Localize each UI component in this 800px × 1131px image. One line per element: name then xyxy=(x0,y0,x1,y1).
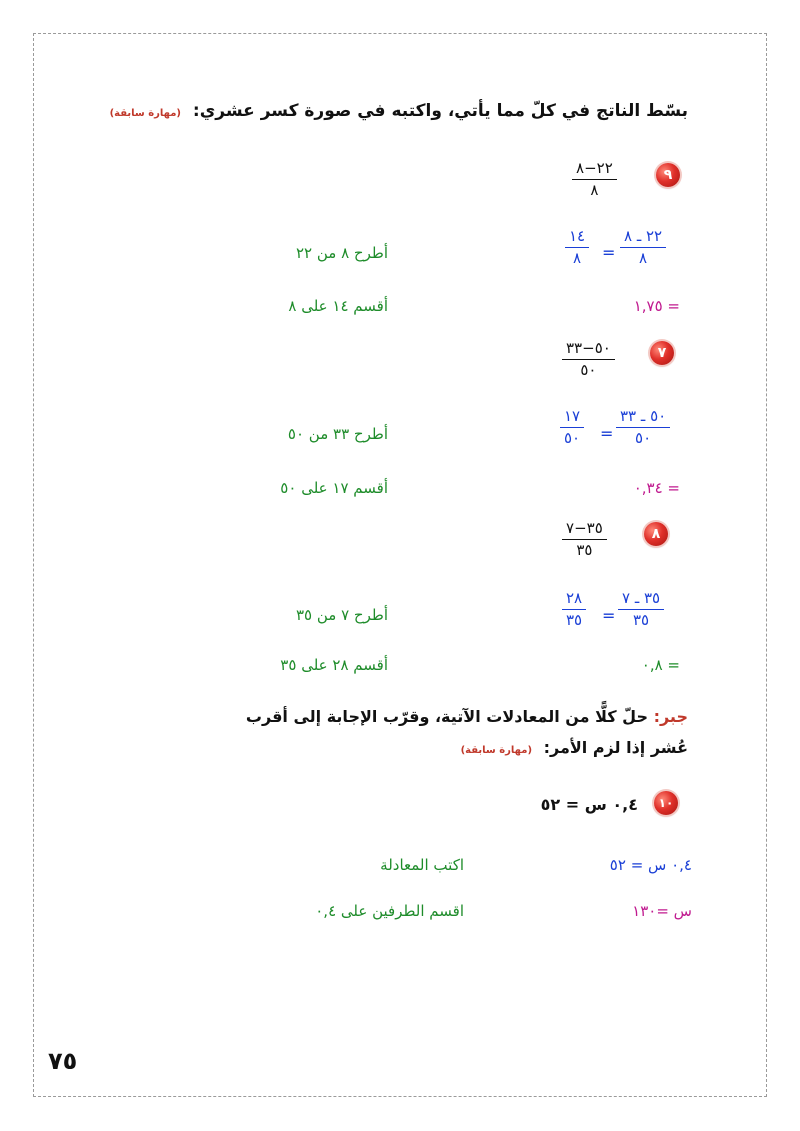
p8-step1-left-fraction xyxy=(618,590,664,628)
p9-step1-left-fraction xyxy=(620,228,666,266)
problem-10-badge: ١٠ xyxy=(654,791,678,815)
p10-step2-value: س =١٣٠ xyxy=(632,902,692,920)
fraction-numerator: ١٧ xyxy=(560,408,584,428)
instruction-heading xyxy=(110,101,688,121)
fraction-denominator: ٥٠ xyxy=(635,428,652,447)
equals-sign: = xyxy=(600,424,614,443)
instruction-text: بسّط الناتج في كلّ مما يأتي، واكتبه في صورة كسر عشري: xyxy=(192,101,688,121)
algebra-label: جبر: xyxy=(653,707,688,726)
p7-step2-note: أقسم ١٧ على ٥٠ xyxy=(280,479,388,497)
fraction-numerator: ٢٨ xyxy=(562,590,586,610)
equals-sign: = xyxy=(602,243,616,262)
p8-step2-note: أقسم ٢٨ على ٣٥ xyxy=(280,656,388,674)
problem-9-fraction xyxy=(572,160,617,198)
fraction-denominator: ٣٥ xyxy=(633,610,650,629)
algebra-line2: عُشر إذا لزم الأمر: xyxy=(543,738,688,757)
skill-tag: (مهارة سابقة) xyxy=(460,745,533,756)
algebra-heading xyxy=(246,707,688,726)
fraction-denominator: ٨ xyxy=(639,248,648,267)
p9-step2-note: أقسم ١٤ على ٨ xyxy=(288,297,388,315)
problem-7-badge: ٧ xyxy=(650,341,674,365)
fraction-numerator: ٥٠−٣٣ xyxy=(562,340,615,360)
fraction-numerator: ١٤ xyxy=(565,228,589,248)
p10-step1-value: ٠,٤ س = ٥٢ xyxy=(609,856,692,874)
fraction-numerator: ٢٢ ـ ٨ xyxy=(620,228,666,248)
algebra-line1: حلّ كلًّا من المعادلات الآتية، وقرّب الإجابة إلى أقرب xyxy=(245,707,648,726)
p10-step1-note: اكتب المعادلة xyxy=(380,856,464,874)
p8-step1-note: أطرح ٧ من ٣٥ xyxy=(295,606,388,624)
fraction-numerator: ٥٠ ـ ٣٣ xyxy=(616,408,670,428)
fraction-numerator: ٣٥−٧ xyxy=(562,520,607,540)
fraction-denominator: ٥٠ xyxy=(564,428,581,447)
fraction-denominator: ٥٠ xyxy=(580,360,597,379)
problem-8-fraction xyxy=(562,520,607,558)
p7-step1-right-fraction xyxy=(560,408,584,446)
page-number: ٧٥ xyxy=(48,1047,78,1075)
problem-7-fraction xyxy=(562,340,615,378)
p7-step2-value: = ٠,٣٤ xyxy=(633,479,680,497)
skill-tag: (مهارة سابقة) xyxy=(109,108,181,119)
p9-step1-right-fraction xyxy=(565,228,589,266)
p8-step2-value: = ٠,٨ xyxy=(641,656,680,674)
fraction-numerator: ٢٢−٨ xyxy=(572,160,617,180)
fraction-numerator: ٣٥ ـ ٧ xyxy=(618,590,664,610)
p10-step2-note: اقسم الطرفين على ٠,٤ xyxy=(315,902,464,920)
algebra-heading-line2 xyxy=(461,738,688,757)
fraction-denominator: ٨ xyxy=(590,180,599,199)
p9-step1-note: أطرح ٨ من ٢٢ xyxy=(295,244,388,262)
p8-step1-right-fraction xyxy=(562,590,586,628)
equals-sign: = xyxy=(602,606,616,625)
page-border xyxy=(33,33,767,1097)
fraction-denominator: ٨ xyxy=(573,248,582,267)
p7-step1-note: أطرح ٣٣ من ٥٠ xyxy=(287,425,388,443)
p9-step2-value: = ١,٧٥ xyxy=(633,297,680,315)
problem-8-badge: ٨ xyxy=(644,522,668,546)
p7-step1-left-fraction xyxy=(616,408,670,446)
fraction-denominator: ٣٥ xyxy=(566,610,583,629)
problem-10-equation: ٠,٤ س = ٥٢ xyxy=(540,795,638,814)
fraction-denominator: ٣٥ xyxy=(576,540,593,559)
problem-9-badge: ٩ xyxy=(656,163,680,187)
